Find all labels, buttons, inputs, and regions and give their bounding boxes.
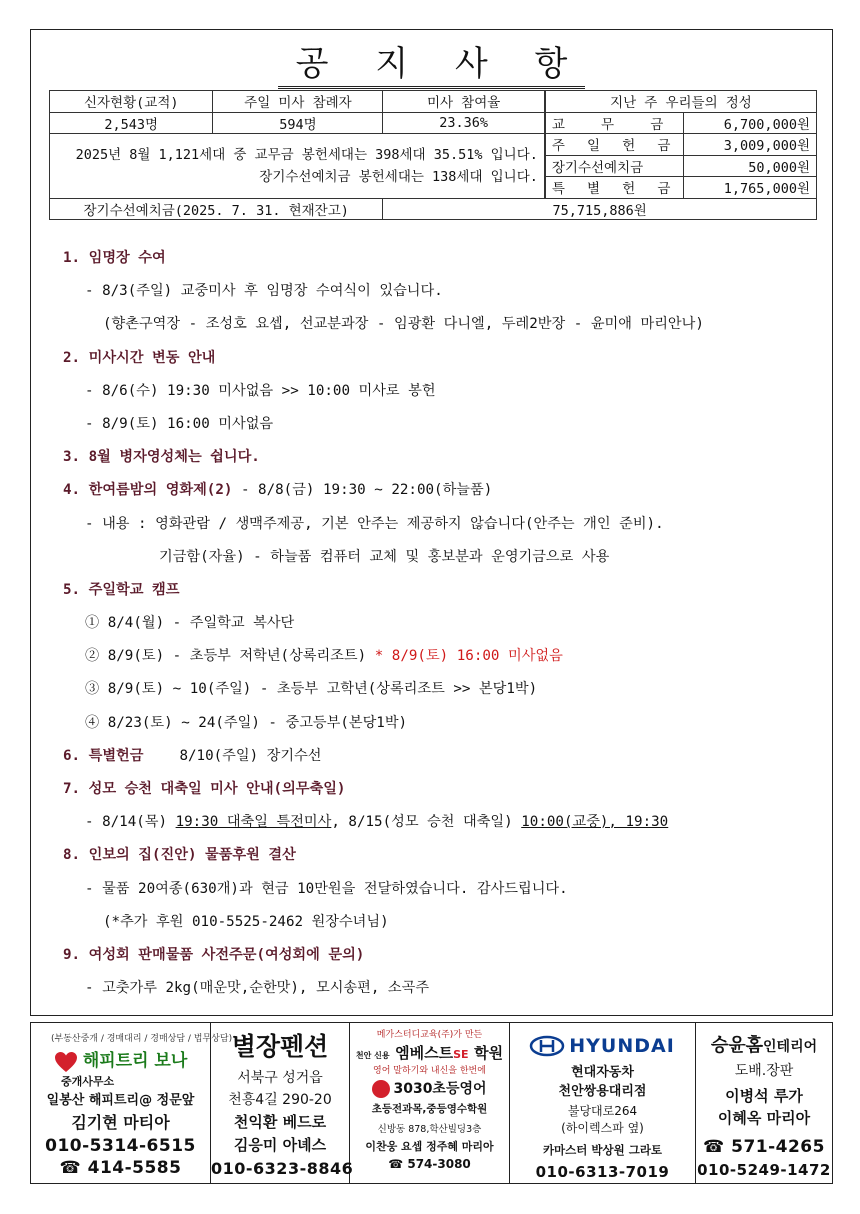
stats-table — [49, 90, 817, 220]
balance-amount: 75,715,886원 — [383, 198, 817, 220]
notice-text: - 8/6(수) 19:30 미사없음 >> 10:00 미사로 봉헌 — [85, 382, 436, 399]
offering-amount: 3,009,000원 — [684, 134, 817, 156]
notice-heading: 3. 8월 병자영성체는 쉽니다. — [63, 449, 260, 466]
ad-pension: 별장펜션 서북구 성거읍 천흥4길 290-20 천익환 베드로 김응미 아녜스 010-6323-8846 — [211, 1023, 350, 1183]
academy-logo-icon — [372, 1080, 390, 1098]
ad-academy: 메가스터디교육(주)가 만든 천안 신용 엠베스트SE 학원 영어 말하기와 내신을 한번에 3030초등영어 초등전과목,중등영수학원 신방동 878,학산빌딩3층 이찬웅 요셉 정주혜 마리아 ☎ 574-3080 — [350, 1023, 510, 1183]
phone-icon: ☎ — [388, 1157, 408, 1171]
notice-list — [63, 242, 823, 1005]
hyundai-logo-icon — [530, 1036, 564, 1056]
notice-text: - 내용 : 영화관람 / 생맥주제공, 기본 안주는 제공하지 않습니다(안주는 개인 준비). — [85, 515, 664, 532]
notice-heading: 5. 주일학교 캠프 — [63, 581, 180, 598]
phone-icon: ☎ — [703, 1137, 732, 1157]
value-parishioners: 2,543명 — [50, 112, 213, 134]
notice-text: (*추가 후원 010-5525-2462 원장수녀님) — [103, 913, 389, 930]
offering-label: 장기수선예치금 — [545, 155, 684, 177]
page-title: 공 지 사 항 — [31, 36, 832, 85]
notice-text: - 고춧가루 2kg(매운맛,순한맛), 모시송편, 소곡주 — [85, 980, 430, 997]
balance-label: 장기수선예치금(2025. 7. 31. 현재잔고) — [50, 198, 383, 220]
phone-icon: ☎ — [59, 1157, 88, 1178]
value-rate: 23.36% — [383, 112, 545, 134]
notice-text: - 8/9(토) 16:00 미사없음 — [85, 415, 274, 432]
notice-heading: 2. 미사시간 변동 안내 — [63, 349, 216, 366]
notice-text: ④ 8/23(토) ~ 24(주일) - 중고등부(본당1박) — [85, 714, 408, 731]
alert-text: * 8/9(토) 16:00 미사없음 — [366, 648, 563, 665]
header-parishioners: 신자현황(교적) — [50, 91, 213, 113]
offering-amount: 50,000원 — [684, 155, 817, 177]
ad-realestate: (부동산중개 / 경매대리 / 경매상담 / 법무상담) 해피트리 보나 중개사무소 일봉산 해피트리@ 정문앞 김기현 마티아 010-5314-6515 ☎ 414-5585 — [31, 1023, 211, 1183]
notice-text: - 물품 20여종(630개)과 현금 10만원을 전달하였습니다. 감사드립니다. — [85, 880, 568, 897]
notice-frame — [30, 29, 833, 1016]
notice-heading-row: 4. 한여름밤의 영화제(2) - 8/8(금) 19:30 ~ 22:00(하늘품) — [63, 482, 493, 499]
offering-amount: 6,700,000원 — [684, 112, 817, 134]
notice-text-row: - 8/14(목) 19:30 대축일 특전미사, 8/15(성모 승천 대축일) 10:00(교중), 19:30 — [85, 814, 669, 831]
notice-text-row: ② 8/9(토) - 초등부 저학년(상록리조트) * 8/9(토) 16:00 미사없음 — [85, 648, 563, 665]
stats-value-row — [50, 112, 817, 134]
notice-heading: 8. 인보의 집(진안) 물품후원 결산 — [63, 847, 296, 864]
notice-text: ① 8/4(월) - 주일학교 복사단 — [85, 615, 295, 632]
notice-heading-row: 6. 특별헌금 8/10(주일) 장기수선 — [63, 747, 322, 764]
value-attendance: 594명 — [213, 112, 383, 134]
notice-text: (향촌구역장 - 조성호 요셉, 선교분과장 - 임광환 다니엘, 두레2반장 - 윤미애 마리안나) — [103, 316, 704, 333]
ad-interior: 승윤홈인테리어 도배.장판 이병석 루가 이혜옥 마리아 ☎ 571-4265 010-5249-1472 — [697, 1035, 831, 1179]
stats-header-row — [50, 91, 817, 113]
notice-heading: 9. 여성회 판매물품 사전주문(여성회에 문의) — [63, 946, 365, 963]
notice-text: ③ 8/9(토) ~ 10(주일) - 초등부 고학년(상록리조트 >> 본당1박) — [85, 681, 538, 698]
notice-heading: 7. 성모 승천 대축일 미사 안내(의무축일) — [63, 781, 346, 797]
header-offerings: 지난 주 우리들의 정성 — [545, 91, 817, 113]
offering-label: 교 무 금 — [545, 112, 684, 134]
offering-amount: 1,765,000원 — [684, 177, 817, 199]
ad-banner — [30, 1022, 833, 1184]
notice-text: 기금함(자율) - 하늘품 컴퓨터 교체 및 홍보분과 운영기금으로 사용 — [159, 548, 610, 565]
notice-text: - 8/3(주일) 교중미사 후 임명장 수여식이 있습니다. — [85, 283, 443, 300]
header-rate: 미사 참여율 — [383, 91, 545, 113]
ad-hyundai: HYUNDAI 현대자동차 천안쌍용대리점 불당대로264 (하이렉스파 옆) 카마스터 박상원 그라토 010-6313-7019 — [510, 1023, 696, 1183]
stats-message: 2025년 8월 1,121세대 중 교무금 봉헌세대는 398세대 35.51% 입니다. 장기수선예치금 봉헌세대는 138세대 입니다. — [50, 134, 545, 199]
balance-row — [50, 198, 817, 220]
offering-label: 주 일 헌 금 — [545, 134, 684, 156]
offering-label: 특 별 헌 금 — [545, 177, 684, 199]
notice-heading: 1. 임명장 수여 — [63, 250, 166, 266]
header-attendance: 주일 미사 참례자 — [213, 91, 383, 113]
heart-logo-icon — [54, 1051, 78, 1073]
